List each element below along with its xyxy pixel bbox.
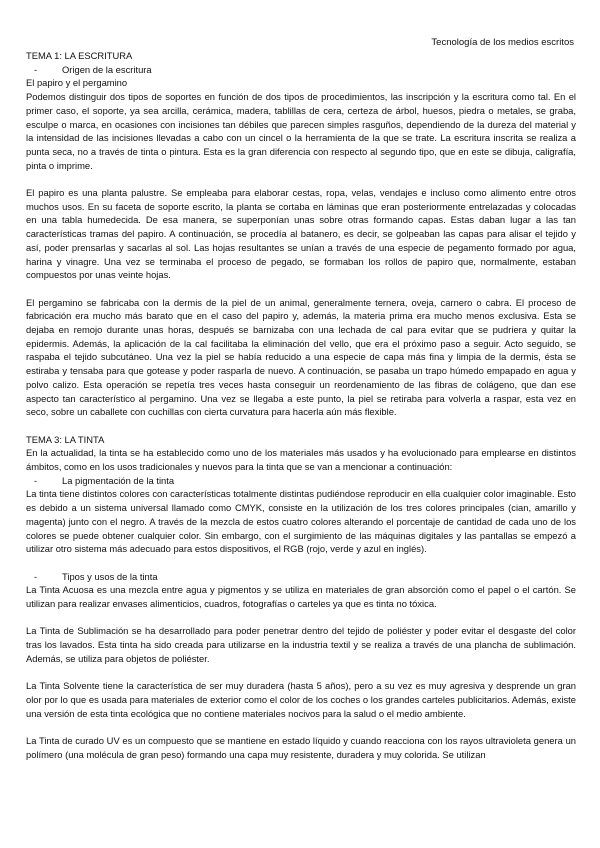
bullet-origen-text: Origen de la escritura (62, 63, 152, 75)
bullet-dash: - (34, 474, 38, 486)
bullet-origen (26, 63, 576, 77)
page-header: Tecnología de los medios escritos (431, 37, 574, 48)
section-title-tinta: TEMA 3: LA TINTA (26, 433, 105, 445)
paragraph-soportes: Podemos distinguir dos tipos de soportes en función de dos tipos de procedimientos, las inscripción y la escritura como tal. En el primer caso, el soporte, ya sea arcilla, cerámica, madera, tablillas de cera, certeza de árbol, huesos, piedra o metales, se graba, esculpe o marca, en ocasiones con incisiones tan débiles que parecen simples rasguños, dependiendo de la dureza del material y la intensidad de las incisiones llevadas a cabo con un cincel o la herramienta de la que se trate. La escritura inscrita se realiza a punta seca, no a través de tinta o pintura. Esta es la gran diferencia con respecto al segundo tipo, que en este se dibuja, caligrafía, pinta o imprime. (26, 91, 576, 171)
section-title-escritura: TEMA 1: LA ESCRITURA (26, 50, 133, 61)
paragraph-tinta-sublimacion: La Tinta de Sublimación se ha desarrollado para poder penetrar dentro del tejido de poliéster y poder evitar el desgaste del color tras los lavados. Esta tinta ha sido creada para utilizarse en la industria textil y se realiza a través de una plancha de sublimación. Además, se utiliza para objetos de poliéster. (26, 625, 576, 664)
paragraph-pergamino: El pergamino se fabricaba con la dermis de la piel de un animal, generalmente ternera, oveja, carnero o cabra. El proceso de fabricación era mucho más barato que en el caso del papiro y, además, la materia prima era mucho menos exclusiva. Esta se dejaba en remojo durante unas horas, después se barnizaba con una lechada de cal para evitar que se pudriera y quitar la epidermis. Además, la aplicación de la cal facilitaba la eliminación del vello, que era el próximo paso a seguir. Acto seguido, se raspaba el tejido subcutáneo. Una vez la piel se había reducido a una especie de capa más fina y limpia de la dermis, ésta se estiraba y tensaba para que gotease y poder rasparla de nuevo. A continuación, se pasaba un trapo húmedo empapado en agua y polvo calizo. Esta operación se repetía tres veces hasta conseguir un reordenamiento de las fibras de colágeno, que dan ese aspecto tan característico al pergamino. Una vez se llegaba a este punto, la piel se retiraba para volverla a raspar, esta vez en seco, sobre un caballete con cuchillas con cierta curvatura para hacerla aún más flexible. (26, 296, 576, 418)
paragraph-pigmentacion: La tinta tiene distintos colores con características totalmente distintas pudiéndose reproducir en ella cualquier color imaginable. Esto es debido a un sistema universal llamado como CMYK, consiste en la utilización de los tres colores principales (cian, amarillo y magenta) junto con el negro. A través de la mezcla de estos cuatro colores alterando el porcentaje de cantidad de cada uno de los colores se puede obtener cualquier color. Sin embargo, con el surgimiento de las máquinas digitales y las pantallas se empezó a utilizar otro sistema más adecuado para estos dispositivos, el RGB (rojo, verde y azul en inglés). (26, 488, 576, 555)
bullet-pigmentacion (26, 474, 576, 488)
document-body (26, 49, 576, 761)
bullet-dash: - (34, 63, 38, 75)
bullet-tipos-usos-text: Tipos y usos de la tinta (62, 570, 158, 582)
bullet-dash: - (34, 570, 38, 582)
bullet-tipos-usos (26, 570, 576, 584)
subheading-papiro-pergamino: El papiro y el pergamino (26, 77, 128, 89)
bullet-pigmentacion-text: La pigmentación de la tinta (62, 474, 175, 486)
paragraph-tinta-solvente: La Tinta Solvente tiene la característica de ser muy duradera (hasta 5 años), pero a su vez es muy agresiva y desprende un gran olor por lo que es usada para materiales de exterior como el color de los coches o los grandes carteles publicitarios. Además, existe una versión de esta tinta ecológica que no contiene materiales nocivos para la salud o el medio ambiente. (26, 680, 576, 719)
paragraph-papiro: El papiro es una planta palustre. Se empleaba para elaborar cestas, ropa, velas, vendajes e incluso como alimento entre otros muchos usos. En su faceta de soporte escrito, la planta se cortaba en láminas que eran posteriormente entrelazadas y colocadas en una tabla humedecida. De esa manera, se superponían unas sobre otras formando capas. Estas daban lugar a las tan características tramas del papiro. A continuación, se procedía al batanero, es decir, se golpeaban las capas para alisar el tejido y así, poder prensarlas y sacarlas al sol. Las hojas resultantes se unían a través de una especie de pegamento formado por agua, harina y vinagre. Una vez se terminaba el proceso de pegado, se formaban los rollos de papiro que, normalmente, estaban compuestos por unas veinte hojas. (26, 187, 576, 281)
paragraph-tinta-uv: La Tinta de curado UV es un compuesto que se mantiene en estado líquido y cuando reacciona con los rayos ultravioleta genera un polímero (una molécula de gran peso) formando una capa muy resistente, duradera y muy colorida. Se utilizan (26, 735, 576, 760)
paragraph-tinta-acuosa: La Tinta Acuosa es una mezcla entre agua y pigmentos y se utiliza en materiales de gran absorción como el papel o el cartón. Se utilizan para realizar envases alimenticios, cuadros, fotografías o carteles ya que es tinta no tóxica. (26, 584, 576, 610)
paragraph-tinta-intro: En la actualidad, la tinta se ha establecido como uno de los materiales más usados y ha evolucionado para emplearse en distintos ámbitos, como en los usos tradicionales y nuevos para la tinta que se van a mencionar a continuación: (26, 447, 576, 473)
